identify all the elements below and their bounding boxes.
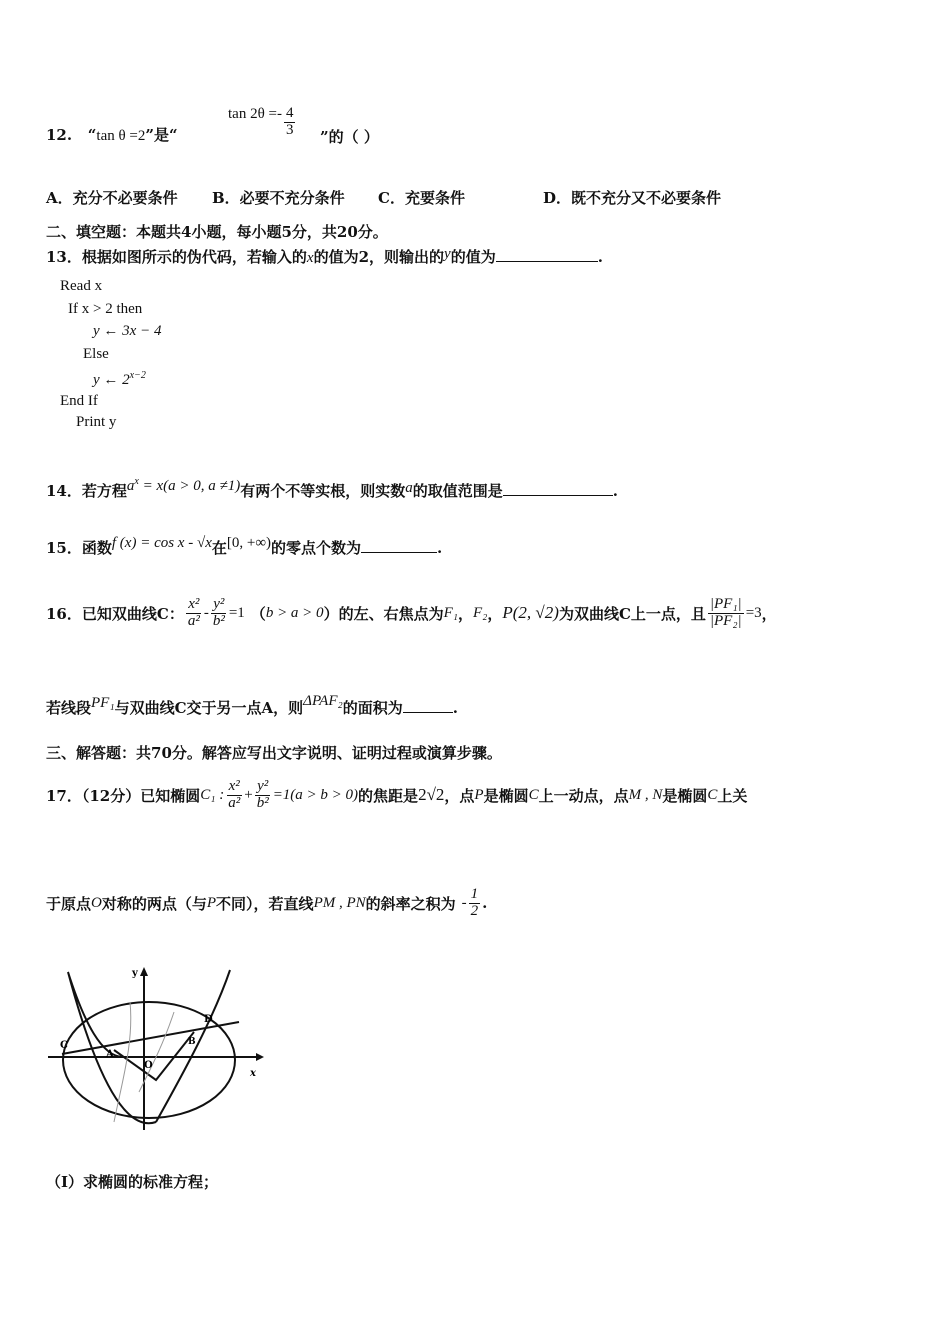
label-d: D — [204, 1014, 213, 1025]
q16-stem: 16．已知双曲线C： $\frac{\text{x²}}{\text{a²}}$ - $\frac{\text{y²}}{\text{b²}}$ =1 （ b > a > 0 ）的左、右焦点为 F₁ ， F₂ ， P(2, √2) 为双曲线C上一点，且 $\frac{\text{|PF₁|}}{\text{|PF₂|}}$ =3 ， — [46, 595, 777, 629]
y-axis-arrow — [140, 967, 148, 976]
q17-part1: （Ⅰ）求椭圆的标准方程； — [46, 1173, 219, 1191]
x-axis-arrow — [256, 1053, 264, 1061]
q13-pseudocode — [60, 278, 260, 438]
code-line-then: y ← 3x − 4 — [93, 323, 162, 339]
q12-cond2: tan 2θ =- $\frac{4}{3}$ — [228, 105, 294, 138]
code-line-endif: End If — [60, 393, 98, 409]
code-line-if: If x > 2 then — [68, 301, 143, 317]
q12-option-a: A．充分不必要条件 — [46, 189, 178, 207]
q13-answer-blank[interactable] — [496, 247, 598, 262]
q16-answer-blank[interactable] — [403, 698, 453, 713]
q15-stem: 15．函数f (x) = cos x - √x在[0, +∞)的零点个数为 . — [46, 535, 443, 557]
parabola — [68, 972, 156, 1123]
q15-answer-blank[interactable] — [361, 538, 437, 553]
q16-line2: 若线段PF₁与双曲线C交于另一点A，则ΔPAF₂的面积为 . — [46, 693, 458, 717]
q12-option-c: C．充要条件 — [378, 189, 465, 207]
code-line-read: Read x — [60, 278, 103, 294]
code-line-else: Else — [83, 346, 109, 362]
label-x: x — [250, 1068, 256, 1079]
label-a: A — [106, 1049, 114, 1060]
q12-stem: 12. “tan θ =2”是“ — [46, 126, 178, 144]
code-line-else-assign: y ← $2^{x-2}$ — [93, 370, 146, 388]
q14-stem: 14．若方程$a^x = x(a > 0$, a ≠1)有两个不等实根，则实数a的取值范围是 . — [46, 476, 618, 500]
section2-heading: 二、填空题：本题共4小题，每小题5分，共20分。 — [46, 223, 388, 241]
q17-line2: 于原点 O 对称的两点（与 P 不同），若直线 PM , PN 的斜率之积为 - $\frac{1}{2}$ . — [46, 885, 488, 919]
section3-heading: 三、解答题：共70分。解答应写出文字说明、证明过程或演算步骤。 — [46, 744, 502, 762]
q17-figure — [44, 962, 274, 1134]
q13-stem: 13．根据如图所示的伪代码，若输入的x的值为2，则输出的y的值为 . — [46, 246, 603, 266]
label-y: y — [132, 968, 138, 979]
label-b: B — [188, 1037, 196, 1047]
q17-stem: 17．（12分）已知椭圆 C₁ : $\frac{\text{x²}}{\text{a²}}$ + $\frac{\text{y²}}{\text{b²}}$ =1(a > b > 0) 的焦距是 2√2 ，点 P 是椭圆 C 上一动点，点 M , N 是椭圆 C 上关 — [46, 777, 748, 811]
q14-answer-blank[interactable] — [503, 481, 613, 496]
code-line-print: Print y — [76, 414, 117, 430]
q12-option-b: B．必要不充分条件 — [212, 189, 345, 207]
label-o: O — [144, 1060, 153, 1071]
label-c: C — [60, 1040, 68, 1051]
q12-option-d: D．既不充分又不必要条件 — [543, 189, 722, 207]
q12-close: ”的（ ） — [320, 128, 379, 146]
